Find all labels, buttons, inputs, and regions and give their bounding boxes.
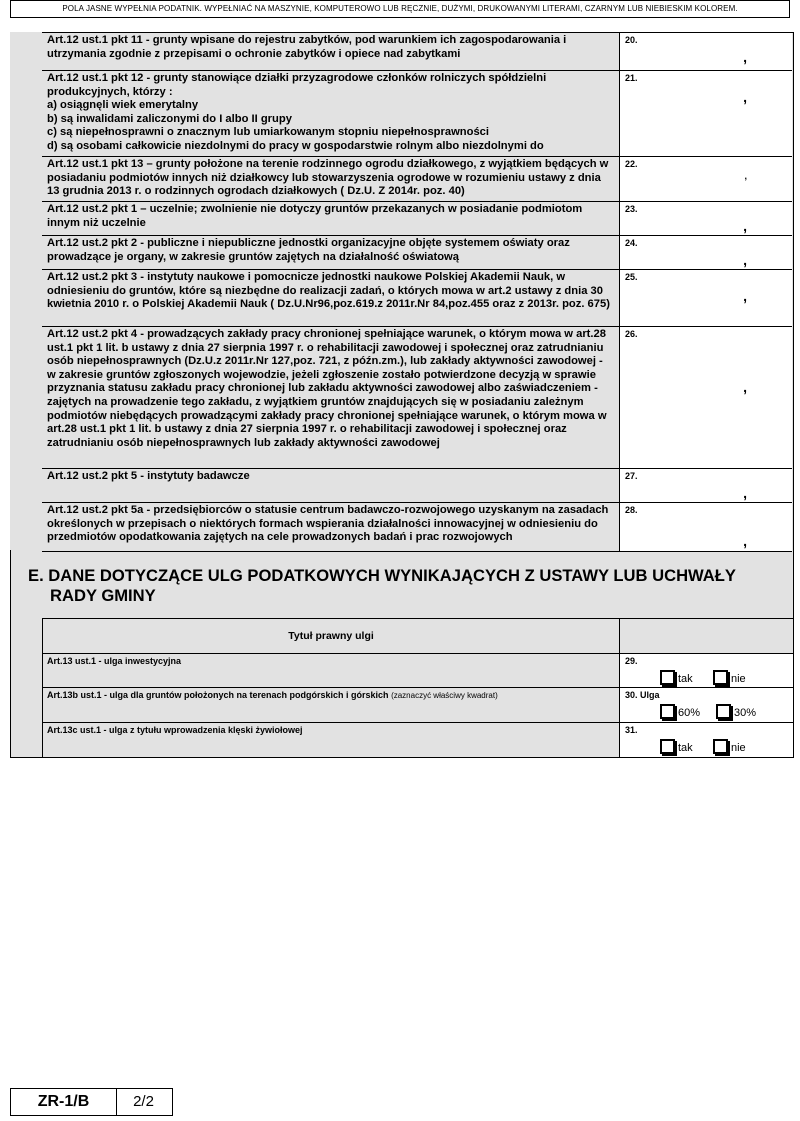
exemption-field-25[interactable]	[619, 270, 792, 327]
exemption-row	[42, 235, 792, 270]
exemption-description: Art.12 ust.2 pkt 5 - instytuty badawcze	[42, 469, 616, 503]
option-tak[interactable]	[660, 739, 693, 754]
fill-instructions: POLA JASNE WYPEŁNIA PODATNIK. WYPEŁNIAĆ NA MASZYNIE, KOMPUTEROWO LUB RĘCZNIE, DUŻYMI, DRUKOWANYMI LITERAMI, CZARNYM LUB NIEBIESKIM KOLOREM.	[10, 0, 790, 18]
section-e-title-line1: E. DANE DOTYCZĄCE ULG PODATKOWYCH WYNIKAJĄCYCH Z USTAWY LUB UCHWAŁY	[28, 566, 736, 585]
option-60[interactable]	[660, 704, 700, 719]
decimal-comma: ,	[743, 89, 747, 105]
relief-header-row	[43, 619, 793, 654]
field-number: 21.	[625, 73, 638, 83]
checkbox-icon[interactable]	[713, 739, 728, 754]
field-number: 31.	[625, 725, 638, 735]
relief-title	[43, 654, 619, 687]
exemption-row	[42, 326, 792, 469]
field-number: 24.	[625, 238, 638, 248]
option-label: 30%	[734, 707, 757, 719]
decimal-comma: ,	[743, 288, 747, 304]
option-nie[interactable]	[713, 670, 746, 685]
exemption-row	[42, 502, 792, 552]
exemption-row	[42, 70, 792, 157]
field-number: 22.	[625, 159, 638, 169]
relief-title-text: Art.13 ust.1 - ulga inwestycyjna	[47, 656, 182, 666]
relief-title-text: Art.13c ust.1 - ulga z tytułu wprowadzenia klęski żywiołowej	[47, 725, 303, 735]
exemption-field-20[interactable]	[619, 33, 792, 71]
exemption-field-22[interactable]	[619, 157, 792, 202]
exemption-description: Art.12 ust.2 pkt 2 - publiczne i niepubliczne jednostki organizacyjne objęte systemem oświaty oraz prowadzące je organy, w zakresie gruntów zajętych na działalność oświatową	[42, 236, 616, 270]
option-label: nie	[731, 673, 746, 685]
checkbox-icon[interactable]	[660, 704, 675, 719]
exemption-description: Art.12 ust.2 pkt 1 – uczelnie; zwolnienie nie dotyczy gruntów przekazanych w posiadanie podmiotom innym niż uczelnie	[42, 202, 616, 236]
relief-field-30	[619, 688, 793, 722]
decimal-comma: ,	[743, 379, 747, 395]
decimal-comma: ,	[743, 49, 747, 65]
exemption-description: Art.12 ust.2 pkt 4 - prowadzących zakłady pracy chronionej spełniające warunek, o którym mowa w art.28 ust.1 pkt 1 lit. b ustawy z dnia 27 sierpnia 1997 r. o rehabilitacji zawodowej i społecznej oraz zatrudnianiu osób niepełnosprawnych (Dz.U.z 2011r.Nr 127,poz. 721, z późn.zm.), lub zakłady aktywności zawodowej - w zakresie gruntów zgłoszonych wojewodzie, jeżeli zgłoszenie zostało potwierdzone decyzją w sprawie przyznania statusu zakładu pracy chronionej lub zakładu aktywności zawodowej albo zaświadczeniem - zajętych na prowadzenie tego zakładu, z wyjątkiem gruntów znajdujących się w posiadaniu zależnym podmiotów niebędących prowadzącymi zakłady pracy chronionej spełniające warunek, o którym mowa w art.28 ust.1 pkt 1 lit. b ustawy z dnia 27 sierpnia 1997 r. o rehabilitacji zawodowej i społecznej oraz zatrudnianiu osób niepełnosprawnych lub zakłady aktywności zawodowej	[42, 327, 616, 469]
checkbox-icon[interactable]	[660, 670, 675, 685]
option-nie[interactable]	[713, 739, 746, 754]
option-tak[interactable]	[660, 670, 693, 685]
decimal-comma: ,	[743, 533, 747, 549]
field-number: 23.	[625, 204, 638, 214]
field-number: 20.	[625, 35, 638, 45]
section-d-gutter	[10, 32, 43, 550]
relief-column-header: Tytuł prawny ulgi	[43, 619, 619, 653]
exemption-row	[42, 269, 792, 327]
relief-title-text: Art.13b ust.1 - ulga dla gruntów położonych na terenach podgórskich i górskich	[47, 690, 389, 700]
field-number: 27.	[625, 471, 638, 481]
relief-title	[43, 723, 619, 757]
checkbox-icon[interactable]	[716, 704, 731, 719]
decimal-comma: ,	[743, 252, 747, 268]
option-label: 60%	[678, 707, 701, 719]
checkbox-icon[interactable]	[660, 739, 675, 754]
field-number: 30. Ulga	[625, 690, 660, 700]
option-label: nie	[731, 742, 746, 754]
relief-row	[43, 654, 793, 688]
form-code: ZR-1/B	[10, 1088, 117, 1116]
exemption-row	[42, 32, 792, 71]
exemption-field-28[interactable]	[619, 503, 792, 551]
exemption-field-24[interactable]	[619, 236, 792, 270]
exemption-description: Art.12 ust.1 pkt 12 - grunty stanowiące działki przyzagrodowe członków rolniczych spółdzielni produkcyjnych, którzy : a) osiągnęli wiek emerytalny b) są inwalidami zaliczonymi do I albo II grupy c) są niepełnosprawni o znacznym lub umiarkowanym stopniu niepełnosprawności d) są osobami całkowicie niezdolnymi do pracy w gospodarstwie rolnym albo niezdolnymi do	[42, 71, 616, 157]
exemption-field-23[interactable]	[619, 202, 792, 236]
page-number: 2/2	[115, 1088, 173, 1116]
decimal-comma: ,	[743, 218, 747, 234]
exemption-field-27[interactable]	[619, 469, 792, 503]
exemption-description: Art.12 ust.2 pkt 5a - przedsiębiorców o statusie centrum badawczo-rozwojowego uzyskanym na zasadach określonych w przepisach o niektórych formach wspierania działalności innowacyjnej w odniesieniu do przedmiotów opodatkowania zajętych na cele prowadzonych badań i prac rozwojowych	[42, 503, 616, 551]
exemption-description: Art.12 ust.1 pkt 13 – grunty położone na terenie rodzinnego ogrodu działkowego, z wyjątkiem będących w posiadaniu podmiotów innych niż działkowcy lub stowarzyszenia ogrodowe w rozumieniu ustawy z dnia 13 grudnia 2013 r. o rodzinnych ogrodach działkowych ( Dz.U. Z 2014r. poz. 40)	[42, 157, 616, 202]
decimal-comma: ,	[743, 485, 747, 501]
option-label: tak	[678, 742, 693, 754]
relief-row	[43, 688, 793, 723]
option-30[interactable]	[716, 704, 756, 719]
section-e-title	[28, 566, 778, 606]
exemption-field-21[interactable]	[619, 71, 792, 157]
exemption-description: Art.12 ust.2 pkt 3 - instytuty naukowe i pomocnicze jednostki naukowe Polskiej Akademii Nauk, w odniesieniu do gruntów, które są niezbędne do realizacji zadań, o których mowa w art.2 ustawy z dnia 30 kwietnia 2010 r. o Polskiej Akademii Nauk ( Dz.U.Nr96,poz.619.z 2011r.Nr 84,poz.455 oraz z 2013r. poz. 675)	[42, 270, 616, 327]
checkbox-icon[interactable]	[713, 670, 728, 685]
relief-note: (zaznaczyć właściwy kwadrat)	[391, 691, 498, 700]
relief-table	[42, 618, 793, 757]
field-number: 26.	[625, 329, 638, 339]
relief-field-29	[619, 654, 793, 687]
decimal-comma: ,	[744, 171, 747, 181]
relief-header-blank	[619, 619, 793, 653]
exemption-row	[42, 201, 792, 236]
exemption-field-26[interactable]	[619, 327, 792, 469]
section-e-title-line2: RADY GMINY	[50, 586, 156, 605]
exemption-row	[42, 468, 792, 503]
field-number: 25.	[625, 272, 638, 282]
exemption-description: Art.12 ust.1 pkt 11 - grunty wpisane do rejestru zabytków, pod warunkiem ich zagospodarowania i utrzymania zgodnie z przepisami o ochronie zabytków i opiece nad zabytkami	[42, 33, 616, 71]
relief-row	[43, 723, 793, 757]
field-number: 28.	[625, 505, 638, 515]
relief-field-31	[619, 723, 793, 757]
relief-title	[43, 688, 619, 722]
option-label: tak	[678, 673, 693, 685]
field-number: 29.	[625, 656, 638, 666]
exemption-row	[42, 156, 792, 202]
